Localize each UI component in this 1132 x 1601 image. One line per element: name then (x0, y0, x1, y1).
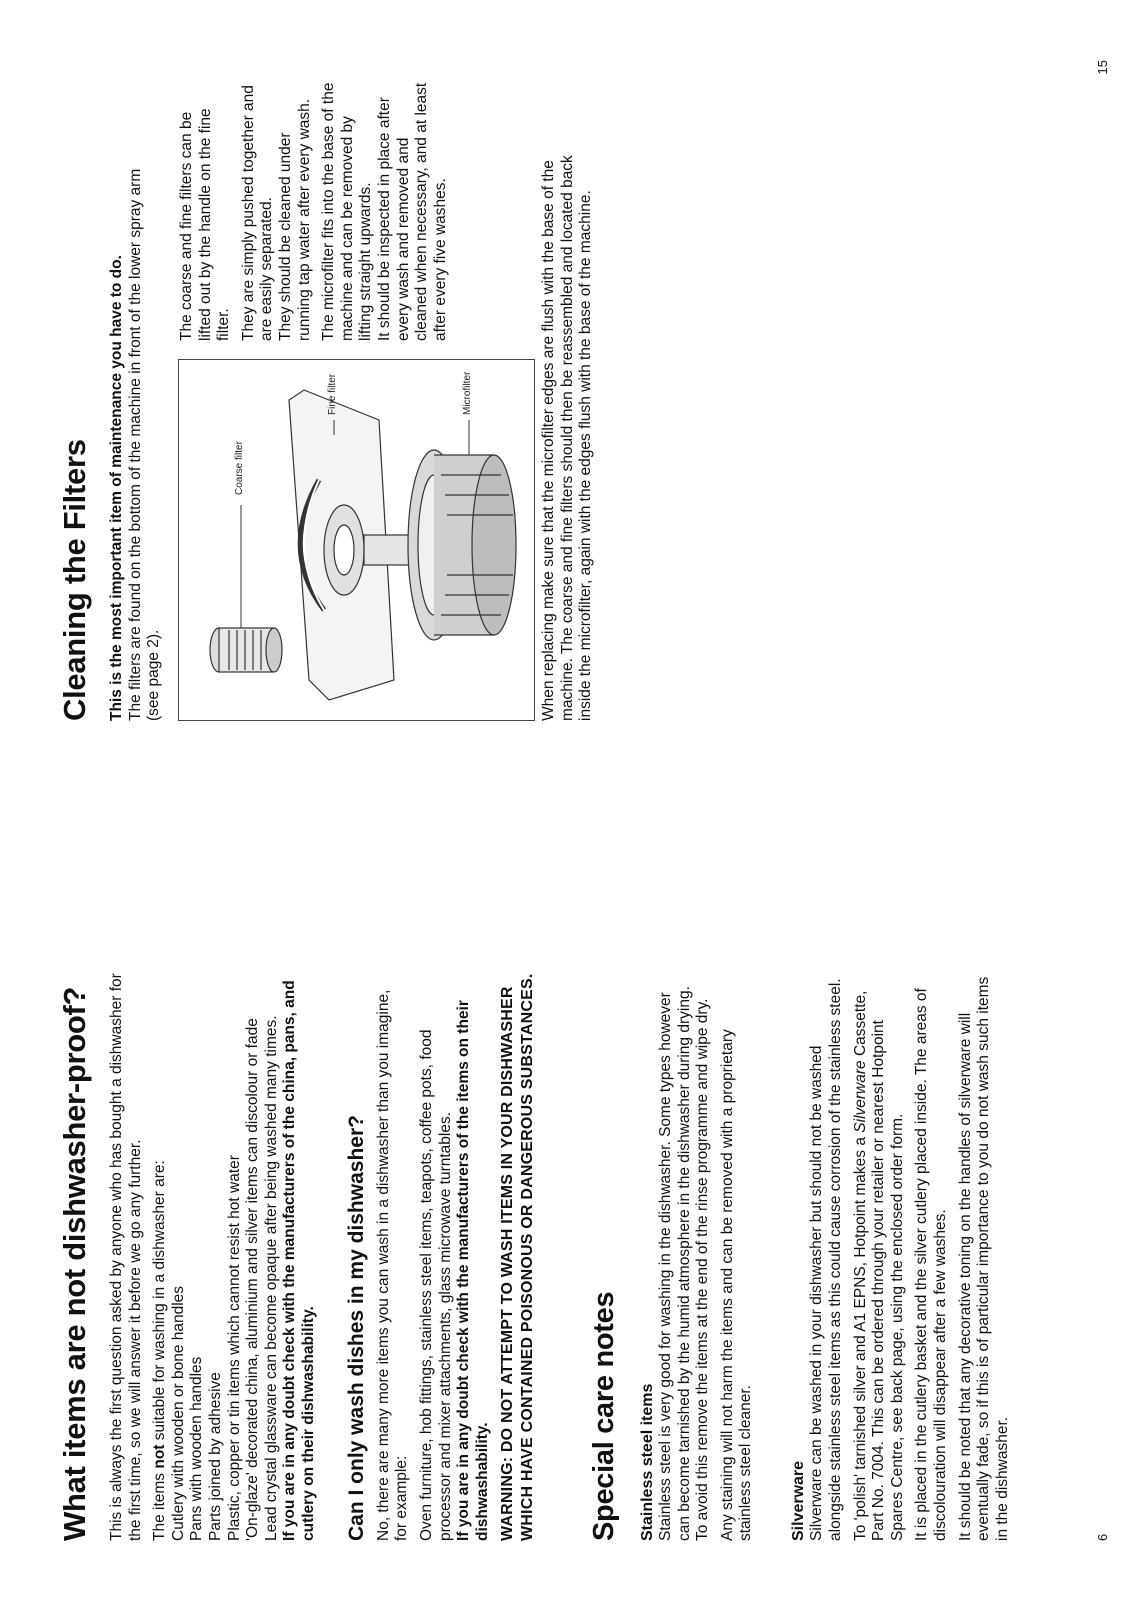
list-item: Cutlery with wooden or bone handles (169, 1285, 187, 1541)
paragraph-line: The filters are found on the bottom of the machine in front of the lower spray arm (126, 168, 144, 721)
paragraph-line: filter. (215, 308, 233, 341)
filter-illustration (179, 360, 534, 720)
instruction-paragraph (240, 11, 314, 341)
paragraph-line: processor and mixer attachments, glass microwave turntables. (436, 1111, 454, 1541)
microfilter-label: Microfilter (462, 371, 473, 415)
left-column (58, 806, 1012, 1541)
list-item: Lead crystal glassware can become opaque after being washed many times. (262, 1015, 280, 1541)
paragraph-line: machine and can be removed by (338, 116, 356, 341)
page-title: Cleaning the Filters (57, 439, 92, 721)
paragraph-line: When replacing make sure that the microfilter edges are flush with the base of the (540, 160, 557, 721)
subsection-heading: Stainless steel items (638, 1383, 656, 1541)
paragraph-line: discolouration will disappear after a few washes. (931, 1209, 949, 1541)
paragraph-line: for example: (393, 1455, 411, 1541)
paragraph-line: It should be inspected in place after (375, 97, 393, 341)
section-title: Special care notes (587, 1291, 620, 1541)
warning-text: WHICH HAVE CONTAINED POISONOUS OR DANGEROUS SUBSTANCES. (518, 973, 536, 1541)
filter-diagram (178, 359, 535, 721)
doubt-note: cutlery on their dishwashability. (300, 1306, 318, 1541)
paragraph-line: Part No. 7004. This can be ordered through your retailer or nearest Hotpoint (870, 1020, 888, 1541)
paragraph-line: They are simply pushed together and (239, 85, 257, 341)
unsuitable-items-list (151, 806, 318, 1541)
paragraph-line: To 'polish' tarnished silver and A1 EPNS, Hotpoint makes a Silverware Cassette, (851, 990, 869, 1541)
paragraph-line: Spares Centre, see back page, using the enclosed order form. (888, 1113, 906, 1541)
page-title: What items are not dishwasher-proof? (57, 986, 92, 1541)
lead-bold: This is the most important item of maintenance you have to do. (108, 255, 126, 721)
replacement-paragraph (540, 21, 596, 721)
page-number: 15 (1095, 60, 1110, 75)
paragraph-line: They should be cleaned under (276, 132, 294, 341)
section-heading: Can I only wash dishes in my dishwasher? (344, 1115, 368, 1541)
paragraph-line: every wash and removed and (394, 137, 412, 341)
paragraph-line: cleaned when necessary, and at least (413, 82, 431, 341)
paragraph-line: after every five washes. (431, 178, 449, 341)
paragraph-line: alongside stainless steel items as this could cause corrosion of the stainless steel. (826, 978, 844, 1541)
paragraph-line: running tap water after every wash. (295, 98, 313, 341)
coarse-filter-label: Coarse filter (234, 441, 245, 495)
coarse-filter-drawing (210, 628, 282, 672)
paragraph-line: are easily separated. (258, 197, 276, 341)
subsection-heading: Silverware (789, 1460, 807, 1541)
paragraph-line: lifted out by the handle on the fine (196, 108, 214, 341)
paragraph-line: eventually fade, so if this is of particular importance to you do not wash such items (975, 976, 993, 1541)
doubt-note: dishwashability. (473, 1422, 491, 1541)
filter-instructions (178, 11, 450, 341)
paragraph-line: Stainless steel is very good for washing in the dishwasher. Some types however (656, 992, 674, 1541)
unsuitable-lead: The items not suitable for washing in a dishwasher are: (151, 1160, 169, 1541)
intro-paragraph (108, 806, 145, 1541)
paragraph-line: No, there are many more items you can wash in a dishwasher than you imagine, (374, 989, 392, 1541)
fine-filter-label: Fine filter (327, 373, 338, 415)
doubt-note: If you are in any doubt check with the manufacturers of the china, pans, and (281, 980, 299, 1541)
list-item: Pans with wooden handles (188, 1356, 206, 1541)
paragraph-line: machine. The coarse and fine filters should then be reassembled and located back (558, 155, 576, 721)
paragraph-line: in the dishwasher. (993, 1416, 1011, 1541)
microfilter-drawing (408, 450, 516, 640)
paragraph-line: lifting straight upwards. (357, 182, 375, 341)
right-column (58, 21, 1058, 721)
paragraph-line: inside the microfilter, again with the edges flush with the base of the machine. (577, 190, 595, 721)
paragraph-line: The coarse and fine filters can be (178, 111, 195, 341)
list-item: 'On-glaze' decorated china, aluminium and silver items can discolour or fade (244, 1018, 262, 1541)
list-item: Plastic, copper or tin items which cannot resist hot water (225, 1155, 243, 1541)
paragraph-line: Any staining will not harm the items and can be removed with a proprietary (718, 1029, 736, 1541)
paragraph-line: can become tarnished by the humid atmosphere in the dishwasher during drying. (675, 986, 693, 1541)
paragraph-line: It should be noted that any decorative toning on the handles of silverware will (956, 1012, 974, 1541)
paragraph-line: (see page 2). (145, 629, 163, 721)
intro-line: This is always the first question asked by anyone who has bought a dishwasher for (108, 973, 126, 1541)
list-item: Parts joined by adhesive (207, 1372, 225, 1541)
paragraph-line: To avoid this remove the items at the end of the rinse programme and wipe dry. (694, 998, 712, 1541)
instruction-paragraph (320, 11, 450, 341)
paragraph-line: The microfilter fits into the base of the (320, 82, 338, 341)
paragraph-line: Silverware can be washed in your dishwasher but should not be washed (808, 1045, 826, 1541)
warning-text: WARNING: DO NOT ATTEMPT TO WASH ITEMS IN YOUR DISHWASHER (499, 986, 517, 1541)
page-number: 6 (1095, 1533, 1110, 1541)
instruction-paragraph (178, 11, 234, 341)
doubt-note: If you are in any doubt check with the manufacturers of the items on their (455, 1000, 473, 1541)
paragraph-line: It is placed in the cutlery basket and the silver cutlery placed inside. The areas of (913, 988, 931, 1541)
paragraph-line: Oven furniture, hob fittings, stainless steel items, teapots, coffee pots, food (417, 1029, 435, 1541)
paragraph-line: stainless steel cleaner. (737, 1385, 755, 1541)
intro-line: the first time, so we will answer it before we go any further. (126, 1139, 144, 1541)
